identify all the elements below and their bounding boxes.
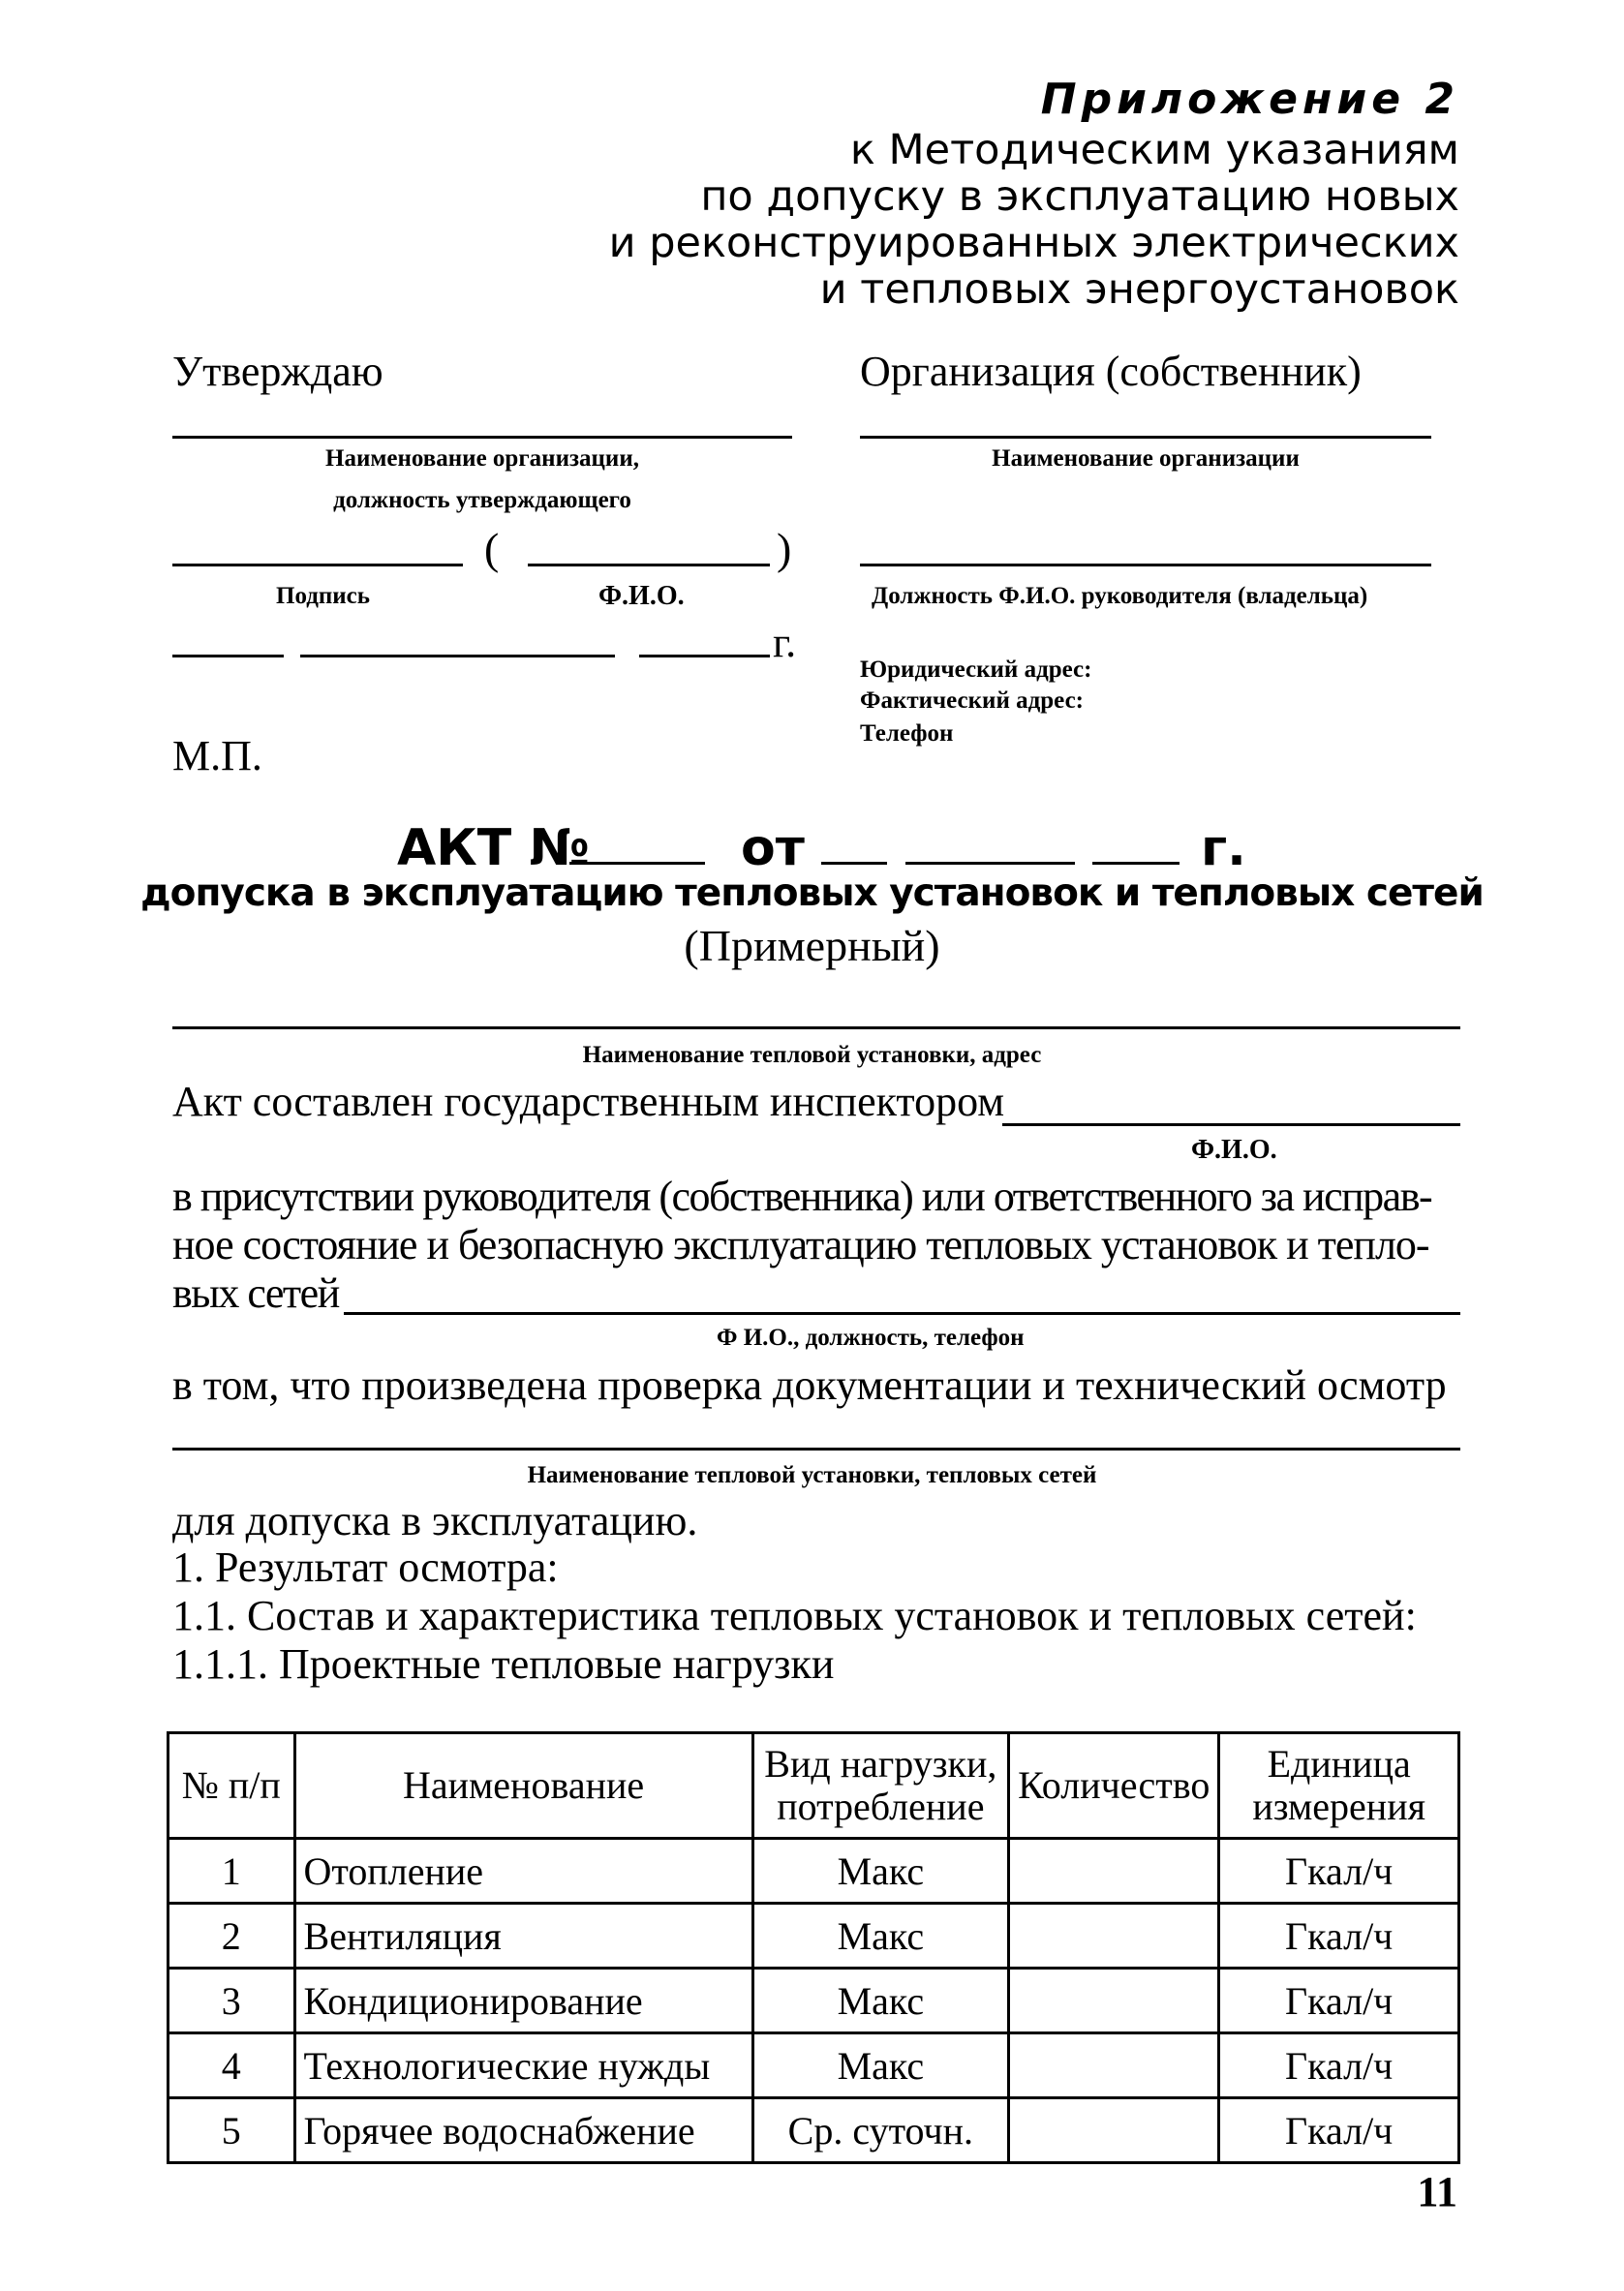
table-header-row [169, 1733, 1459, 1839]
date-day-line [172, 655, 284, 657]
row-load: Макс [752, 1969, 1009, 2033]
year-suffix: г. [773, 619, 797, 666]
table-row [169, 2098, 1459, 2163]
installation-networks-line [172, 1448, 1460, 1451]
installation-line [172, 1026, 1460, 1029]
act-subtitle: допуска в эксплуатацию тепловых установок и тепловых сетей [140, 871, 1484, 915]
row-quantity [1009, 1904, 1219, 1969]
row-number: 1 [169, 1839, 295, 1904]
legal-address-label: Юридический адрес: [860, 657, 1092, 683]
row-unit: Гкал/ч [1219, 1904, 1459, 1969]
row-unit: Гкал/ч [1219, 2098, 1459, 2163]
appendix-title: Приложение 2 [1040, 75, 1459, 124]
owner-heading: Организация (собственник) [860, 348, 1362, 395]
signature-label: Подпись [276, 583, 370, 609]
phone-label: Телефон [860, 720, 954, 747]
responsible-line [344, 1312, 1460, 1315]
row-load: Макс [752, 1839, 1009, 1904]
act-no-label: АКТ № [397, 819, 590, 877]
table-row [169, 1969, 1459, 2033]
presence-line-1: в присутствии руководителя (собственника) или ответственного за исправ- [172, 1173, 1432, 1220]
row-quantity [1009, 1969, 1219, 2033]
row-quantity [1009, 2098, 1219, 2163]
row-load: Ср. суточн. [752, 2098, 1009, 2163]
section-1-1-1-heading: 1.1.1. Проектные тепловые нагрузки [172, 1640, 835, 1688]
row-name: Горячее водоснабжение [294, 2098, 752, 2163]
table-row [169, 1904, 1459, 1969]
installation-caption: Наименование тепловой установки, адрес [582, 1042, 1042, 1068]
row-unit: Гкал/ч [1219, 1839, 1459, 1904]
presence-line-3: вых сетей [172, 1269, 339, 1317]
appendix-line: по допуску в эксплуатацию новых [700, 172, 1459, 221]
row-quantity [1009, 2033, 1219, 2098]
appendix-line: и тепловых энергоустановок [819, 265, 1459, 314]
column-header-unit [1219, 1733, 1459, 1839]
inspector-line [1002, 1123, 1460, 1126]
responsible-caption: Ф И.О., должность, телефон [717, 1325, 1025, 1351]
row-number: 3 [169, 1969, 295, 2033]
table-row [169, 1839, 1459, 1904]
heat-loads-table [167, 1731, 1460, 2164]
table-row [169, 2033, 1459, 2098]
paren-open: ( [484, 524, 500, 573]
act-from-label: от [741, 819, 805, 877]
column-header-unit-line-2: измерения [1252, 1785, 1425, 1828]
column-header-unit-line-1: Единица [1267, 1742, 1411, 1786]
fio-line [528, 564, 770, 566]
act-day-line [821, 862, 887, 865]
row-name: Отопление [294, 1839, 752, 1904]
admission-text: для допуска в эксплуатацию. [172, 1497, 698, 1544]
act-year-suffix: г. [1201, 819, 1246, 877]
signature-line [172, 564, 463, 566]
page-number: 11 [1417, 2168, 1457, 2215]
installation-networks-caption: Наименование тепловой установки, тепловых сетей [527, 1462, 1097, 1488]
fio-label: Ф.И.О. [598, 581, 685, 611]
paren-close: ) [777, 524, 792, 573]
column-header-load-line-2: потребление [777, 1785, 985, 1828]
act-month-line [905, 862, 1075, 865]
approve-position-caption: должность утверждающего [333, 487, 631, 513]
owner-org-caption: Наименование организации [992, 445, 1300, 472]
column-header-load [752, 1733, 1009, 1839]
column-header-load-line-1: Вид нагрузки, [764, 1742, 997, 1786]
date-year-line [639, 655, 770, 657]
act-year-line [1092, 862, 1180, 865]
owner-head-line [860, 564, 1431, 566]
section-1-1-heading: 1.1. Состав и характеристика тепловых установок и тепловых сетей: [172, 1592, 1417, 1639]
actual-address-label: Фактический адрес: [860, 687, 1084, 714]
row-unit: Гкал/ч [1219, 1969, 1459, 2033]
row-load: Макс [752, 2033, 1009, 2098]
row-quantity [1009, 1839, 1219, 1904]
row-number: 2 [169, 1904, 295, 1969]
presence-line-2: ное состояние и безопасную эксплуатацию тепловых установок и тепло- [172, 1221, 1429, 1268]
row-name: Вентиляция [294, 1904, 752, 1969]
row-load: Макс [752, 1904, 1009, 1969]
approve-heading: Утверждаю [172, 348, 383, 395]
appendix-line: к Методическим указаниям [849, 126, 1459, 174]
check-text: в том, что произведена проверка документации и технический осмотр [172, 1361, 1447, 1409]
section-1-heading: 1. Результат осмотра: [172, 1543, 559, 1591]
row-unit: Гкал/ч [1219, 2033, 1459, 2098]
column-header-no: № п/п [169, 1733, 295, 1839]
inspector-text: Акт составлен государственным инспектором [172, 1078, 1005, 1125]
act-sample-label: (Примерный) [684, 921, 940, 970]
approve-org-caption: Наименование организации, [325, 445, 639, 472]
row-number: 5 [169, 2098, 295, 2163]
approve-org-line [172, 436, 792, 439]
stamp-label: М.П. [172, 732, 262, 779]
row-name: Кондиционирование [294, 1969, 752, 2033]
column-header-name: Наименование [294, 1733, 752, 1839]
owner-org-line [860, 436, 1431, 439]
owner-head-caption: Должность Ф.И.О. руководителя (владельца) [872, 583, 1368, 609]
row-number: 4 [169, 2033, 295, 2098]
inspector-fio-caption: Ф.И.О. [1191, 1135, 1277, 1165]
appendix-line: и реконструированных электрических [608, 219, 1459, 267]
act-number-line [569, 862, 705, 865]
row-name: Технологические нужды [294, 2033, 752, 2098]
column-header-qty: Количество [1009, 1733, 1219, 1839]
date-month-line [300, 655, 615, 657]
